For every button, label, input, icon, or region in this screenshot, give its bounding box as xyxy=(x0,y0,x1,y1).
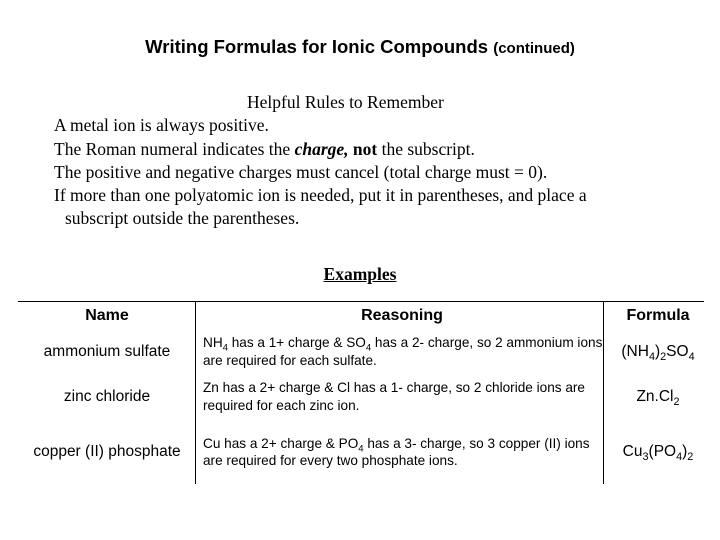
rule-2-emph-not: not xyxy=(348,138,378,159)
rule-2 xyxy=(54,138,694,161)
formula-subscript: 4 xyxy=(676,450,683,463)
rules-block xyxy=(54,91,694,231)
formula-subscript: 2 xyxy=(673,395,680,408)
formula-part: SO xyxy=(666,342,689,360)
rule-2-text-d: the subscript. xyxy=(377,138,475,159)
rule-2-text-a: The Roman numeral indicates the xyxy=(54,138,295,159)
formula-subscript: 3 xyxy=(642,450,649,463)
reasoning-part: has a 2- charge, so 2 ammonium ions are required for each sulfate. xyxy=(203,335,603,368)
column-divider-left xyxy=(195,301,196,484)
formula xyxy=(604,373,712,420)
table-row xyxy=(0,330,720,373)
column-header-name: Name xyxy=(85,307,129,324)
reasoning-subscript: 4 xyxy=(358,443,364,455)
reasoning-text: Zn has a 2+ charge & Cl has a 1- charge, so 2 chloride ions are required for each zinc ion. xyxy=(203,380,585,413)
table-top-rule xyxy=(18,301,704,302)
table-row xyxy=(0,420,720,484)
table-row xyxy=(0,373,720,420)
formula xyxy=(604,330,712,373)
reasoning-subscript: 4 xyxy=(222,342,228,354)
reasoning-subscript: 4 xyxy=(365,342,372,354)
examples-heading: Examples xyxy=(323,264,397,284)
compound-name: copper (II) phosphate xyxy=(33,443,181,460)
rule-4-line-1: If more than one polyatomic ion is needed, put it in parentheses, and place a xyxy=(54,185,587,206)
formula-subscript: 4 xyxy=(648,350,655,363)
formula-part: (NH xyxy=(621,342,649,360)
formula-part: ) xyxy=(654,342,661,360)
rule-1: A metal ion is always positive. xyxy=(54,115,269,136)
formula-part: ) xyxy=(682,443,688,460)
rule-2-emph-charge: charge, xyxy=(294,138,349,159)
formula-part: Cu xyxy=(622,443,643,460)
formula xyxy=(604,420,712,484)
formula-subscript: 2 xyxy=(687,450,694,463)
column-header-formula: Formula xyxy=(626,307,690,324)
compound-name: ammonium sulfate xyxy=(43,342,171,360)
title-main: Writing Formulas for Ionic Compounds xyxy=(145,36,489,57)
reasoning-text xyxy=(203,420,603,484)
page-title xyxy=(0,36,720,58)
formula-part: Zn.Cl xyxy=(636,387,674,405)
compound-name: zinc chloride xyxy=(63,387,151,405)
formula-part: (PO xyxy=(648,443,677,460)
formula-subscript: 4 xyxy=(688,350,695,363)
table-header-row xyxy=(0,302,720,330)
title-suffix: (continued) xyxy=(493,40,575,57)
rule-3: The positive and negative charges must cancel (total charge must = 0). xyxy=(54,161,548,182)
rule-4-line-2: subscript outside the parentheses. xyxy=(65,208,300,229)
formula-subscript: 2 xyxy=(660,350,667,363)
reasoning-part: Cu has a 2+ charge & PO xyxy=(203,435,359,451)
rules-heading: Helpful Rules to Remember xyxy=(247,92,444,112)
reasoning-part: has a 3- charge, so 3 copper (II) ions are required for every two phosphate ions. xyxy=(203,435,590,468)
column-divider-right xyxy=(603,301,604,484)
reasoning-part: has a 1+ charge & SO xyxy=(227,335,366,351)
column-header-reasoning: Reasoning xyxy=(361,307,443,325)
reasoning-text xyxy=(203,330,603,373)
reasoning-part: NH xyxy=(203,335,223,351)
